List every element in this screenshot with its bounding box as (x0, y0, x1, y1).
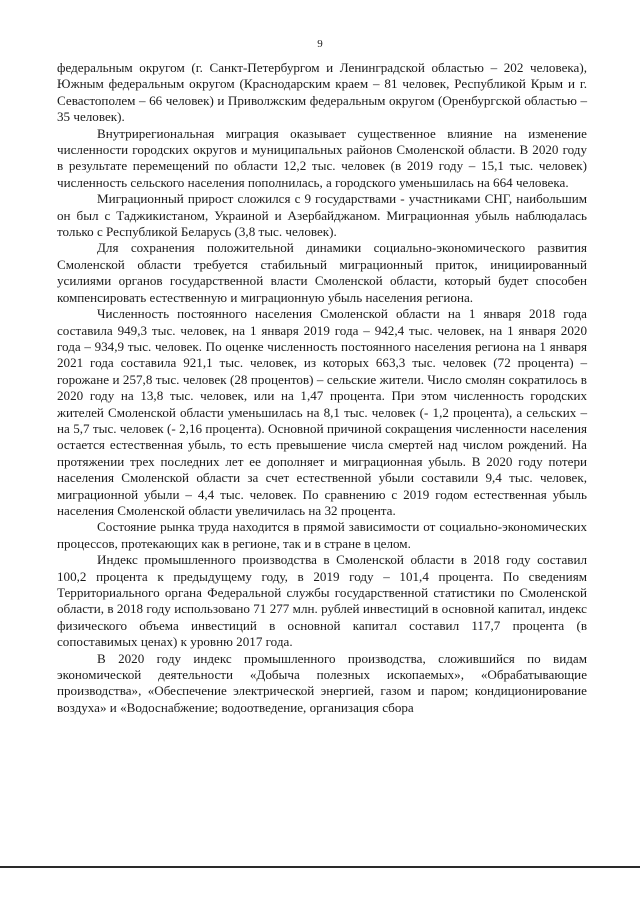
paragraph-migration-inflow: Для сохранения положительной динамики социально-экономического развития Смоленской области требуется стабильный миграционный приток, инициированный усилиями органов государственной власти Смоленской области, который будет способен компенсировать естественную и миграционную убыль населения региона. (57, 240, 587, 305)
page-bottom-rule (0, 866, 640, 868)
paragraph-intraregional-migration: Внутрирегиональная миграция оказывает существенное влияние на изменение численности городских округов и муниципальных районов Смоленской области. В 2020 году в результате перемещений по области 12,2 тыс. человек (в 2019 году – 15,1 тыс. человек) численность сельского населения пополнилась, а городского уменьшилась на 664 человека. (57, 125, 587, 190)
paragraph-continuation: федеральным округом (г. Санкт-Петербургом и Ленинградской областью – 202 человека), Южным федеральным округом (Краснодарским краем – 81 человек, Республикой Крым и г. Севастополем – 66 человек) и Приволжским федеральным округом (Оренбургской областью – 35 человек). (57, 60, 587, 125)
paragraph-labor-market: Состояние рынка труда находится в прямой зависимости от социально-экономических процессов, протекающих как в регионе, так и в стране в целом. (57, 519, 587, 551)
document-body (57, 60, 587, 716)
paragraph-industrial-2020: В 2020 году индекс промышленного производства, сложившийся по видам экономической деятельности «Добыча полезных ископаемых», «Обрабатывающие производства», «Обеспечение электрической энергией, газом и паром; кондиционирование воздуха» и «Водоснабжение; водоотведение, организация сбора (57, 650, 587, 715)
page-number: 9 (317, 38, 323, 50)
paragraph-migration-growth: Миграционный прирост сложился с 9 государствами - участниками СНГ, наибольшим он был с Таджикистаном, Украиной и Азербайджаном. Миграционная убыль наблюдалась только с Республикой Беларусь (3,8 тыс. человек). (57, 191, 587, 240)
paragraph-industrial-index: Индекс промышленного производства в Смоленской области в 2018 году составил 100,2 процента к предыдущему году, в 2019 году – 101,4 процента. По сведениям Территориального органа Федеральной службы государственной статистики по Смоленской области, в 2018 году использовано 71 277 млн. рублей инвестиций в основной капитал, индекс физического объема инвестиций в основной капитал составил 117,7 процента (в сопоставимых ценах) к уровню 2017 года. (57, 552, 587, 650)
paragraph-population: Численность постоянного населения Смоленской области на 1 января 2018 года составила 949,3 тыс. человек, на 1 января 2019 года – 942,4 тыс. человек, на 1 января 2020 года – 934,9 тыс. человек. По оценке численность постоянного населения региона на 1 января 2021 года составила 921,1 тыс. человек, из которых 663,3 тыс. человек (72 процента) – горожане и 257,8 тыс. человек (28 процентов) – сельские жители. Число смолян сократилось в 2020 году на 13,8 тыс. человек, или на 1,47 процента. При этом численность городских жителей Смоленской области уменьшилась на 8,1 тыс. человек (- 1,2 процента), а сельских – на 5,7 тыс. человек (- 2,16 процента). Основной причиной сокращения численности населения остается естественная убыль, то есть превышение числа смертей над числом рождений. На протяжении трех последних лет ее дополняет и миграционная убыль. В 2020 году потери населения Смоленской области за счет естественной убыли составили 9,4 тыс. человек, миграционной убыли – 4,4 тыс. человек. По сравнению с 2019 годом естественная убыль населения Смоленской области увеличилась на 32 процента. (57, 306, 587, 518)
